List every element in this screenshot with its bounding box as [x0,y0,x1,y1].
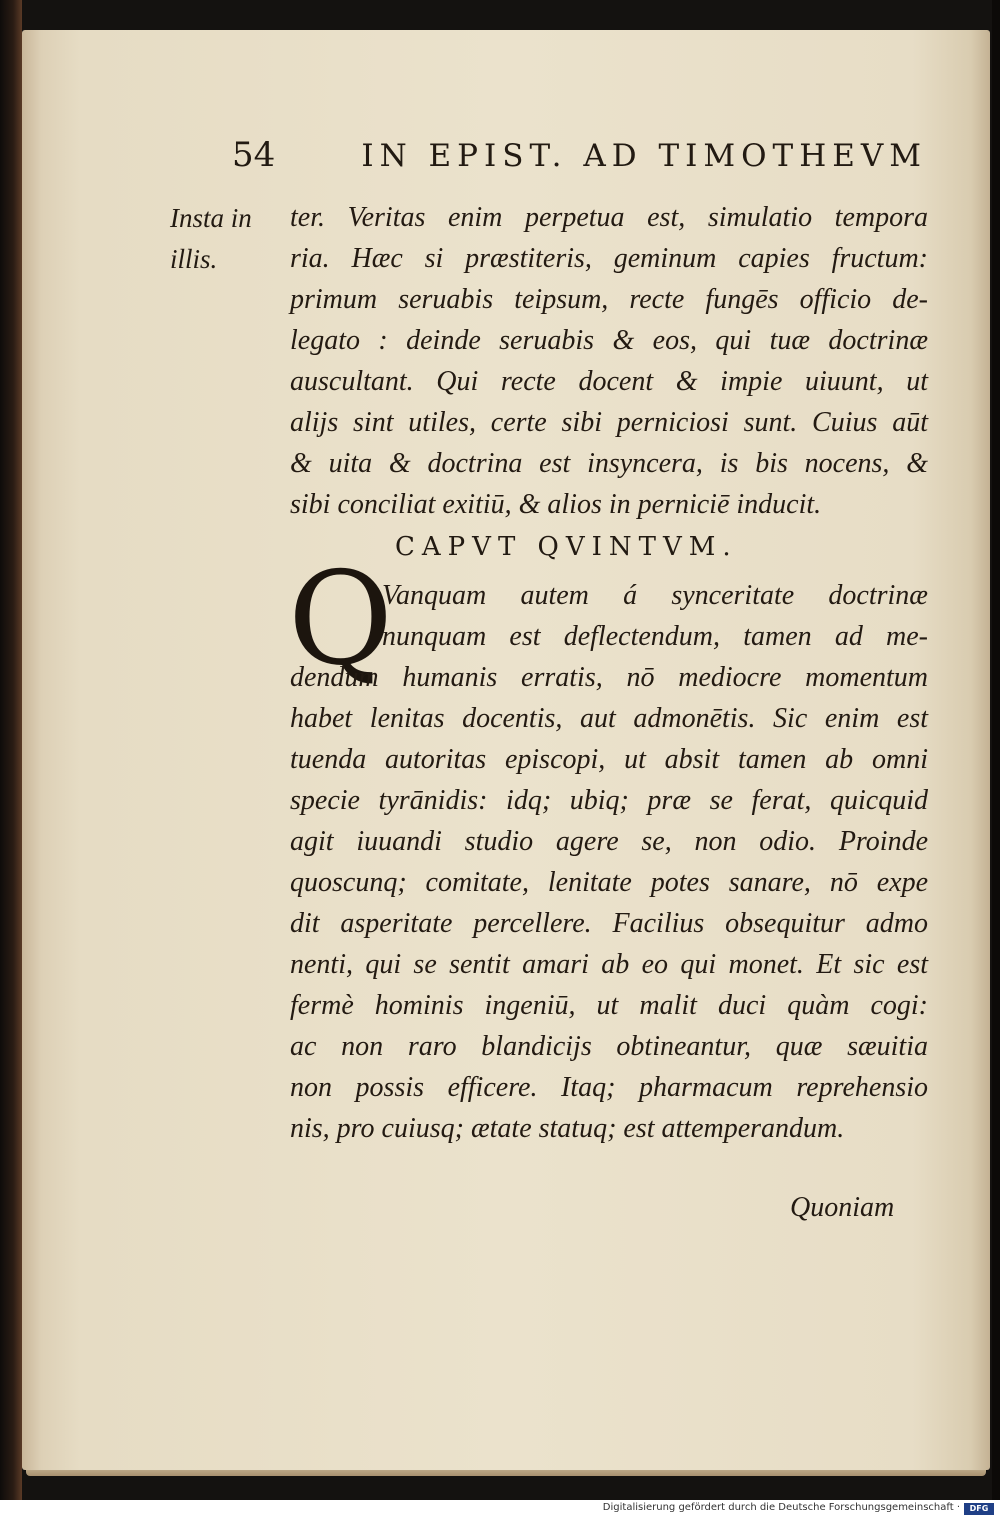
text-line: dendum humanis erratis, nō mediocre momentum [290,662,928,693]
text-line: sibi conciliat exitiū, & alios in perniciē inducit. [290,489,822,520]
text-line: ter. Veritas enim perpetua est, simulatio tempora [290,202,928,233]
text-line: legato : deinde seruabis & eos, qui tuæ doctrinæ [290,325,928,356]
text-line: ria. Hæc si præstiteris, geminum capies fructum: [290,243,928,274]
text-line: alijs sint utiles, certe sibi perniciosi sunt. Cuius aūt [290,407,928,438]
text-line: non possis efficere. Itaq; pharmacum reprehensio [290,1072,928,1103]
text-line: primum seruabis teipsum, recte fungēs officio de- [290,284,928,315]
paragraph-continuation [290,197,928,525]
text-line: nenti, qui se sentit amari ab eo qui monet. Et sic est [290,949,928,980]
marginal-note-line: Insta in [170,203,252,233]
text-line: quoscunq; comitate, lenitate potes sanare, nō expe [290,867,928,898]
chapter-paragraph [290,575,928,1149]
page-header [232,135,927,179]
text-line: nunquam est deflectendum, tamen ad me- [382,621,928,652]
text-line: habet lenitas docentis, aut admonētis. Sic enim est [290,703,928,734]
drop-cap-initial: Q [288,545,393,694]
text-line: nis, pro cuiusq; ætate statuq; est attemperandum. [290,1113,845,1144]
text-line: tuenda autoritas episcopi, ut absit tamen ab omni [290,744,928,775]
footer-bar [0,1500,1000,1518]
chapter-heading: CAPVT QVINTVM. [395,532,738,562]
text-line: dit asperitate percellere. Facilius obsequitur admo [290,908,928,939]
catchword: Quoniam [790,1192,895,1223]
text-line: & uita & doctrina est insyncera, is bis nocens, & [290,448,928,479]
text-line: auscultant. Qui recte docent & impie uiuunt, ut [290,366,928,397]
text-line: fermè hominis ingeniū, ut malit duci quàm cogi: [290,990,928,1021]
marginal-note [170,198,280,280]
text-line: ac non raro blandicijs obtineantur, quæ sæuitia [290,1031,928,1062]
page-number: 54 [232,135,276,175]
text-line: agit iuuandi studio agere se, non odio. Proinde [290,826,928,857]
binding-edge [0,0,22,1500]
running-head: IN EPIST. AD TIMOTHEVM [361,138,927,174]
dfg-logo-icon: DFG [964,1503,994,1515]
funding-credit: Digitalisierung gefördert durch die Deutsche Forschungsgemeinschaft · [602,1502,960,1513]
right-scan-edge [992,0,1000,1500]
text-line: Vanquam autem á synceritate doctrinæ [382,580,928,611]
marginal-note-line: illis. [170,244,218,274]
text-line: specie tyrānidis: idq; ubiq; præ se ferat, quicquid [290,785,928,816]
